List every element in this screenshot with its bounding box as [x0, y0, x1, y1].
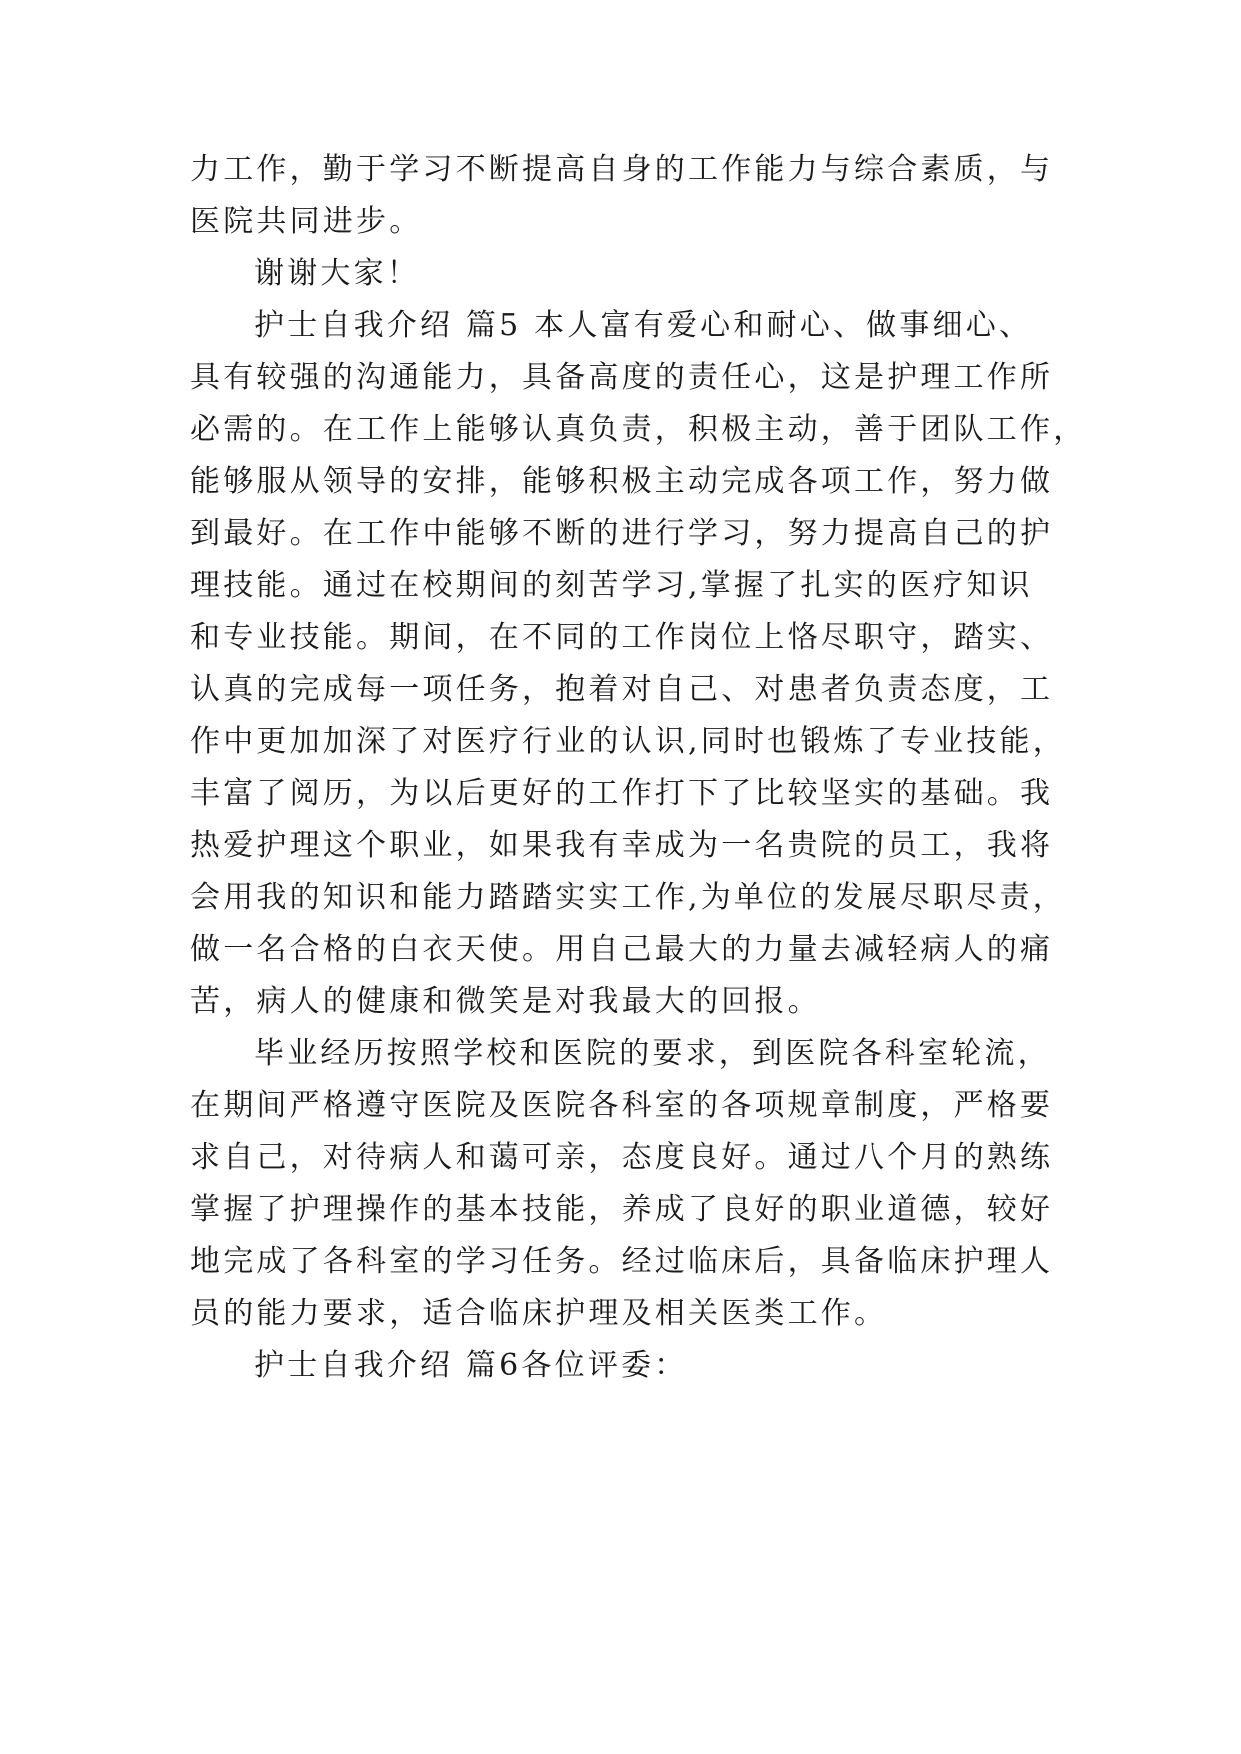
text-line: 具有较强的沟通能力，具备高度的责任心，这是护理工作所 [190, 360, 1054, 395]
section-heading-line: 护士自我介绍 篇6各位评委： [254, 1348, 688, 1383]
text-line: 员的能力要求，适合临床护理及相关医类工作。 [190, 1296, 888, 1331]
text-line: 求自己，对待病人和蔼可亲，态度良好。通过八个月的熟练 [190, 1140, 1054, 1175]
text-line: 能够服从领导的安排，能够积极主动完成各项工作，努力做 [190, 464, 1054, 499]
text-line: 在期间严格遵守医院及医院各科室的各项规章制度，严格要 [190, 1088, 1054, 1123]
text-line: 和专业技能。期间，在不同的工作岗位上恪尽职守，踏实、 [190, 620, 1054, 655]
text-line: 热爱护理这个职业，如果我有幸成为一名贵院的员工，我将 [190, 828, 1054, 863]
text-line: 力工作，勤于学习不断提高自身的工作能力与综合素质，与 [190, 152, 1054, 187]
text-line: 认真的完成每一项任务，抱着对自己、对患者负责态度，工 [190, 672, 1054, 707]
text-line: 到最好。在工作中能够不断的进行学习，努力提高自己的护 [190, 516, 1054, 551]
text-line: 理技能。通过在校期间的刻苦学习,掌握了扎实的医疗知识 [190, 568, 1033, 603]
text-line: 地完成了各科室的学习任务。经过临床后，具备临床护理人 [190, 1244, 1054, 1279]
text-line: 作中更加加深了对医疗行业的认识,同时也锻炼了专业技能， [190, 724, 1066, 759]
text-line: 苦，病人的健康和微笑是对我最大的回报。 [190, 984, 821, 1019]
text-line: 必需的。在工作上能够认真负责，积极主动，善于团队工作， [190, 412, 1087, 447]
text-line: 毕业经历按照学校和医院的要求，到医院各科室轮流， [254, 1036, 1051, 1071]
section-heading-line: 护士自我介绍 篇5 本人富有爱心和耐心、做事细心、 [254, 308, 1033, 343]
text-line: 医院共同进步。 [190, 204, 423, 239]
text-line: 丰富了阅历，为以后更好的工作打下了比较坚实的基础。我 [190, 776, 1054, 811]
text-line: 谢谢大家！ [254, 256, 420, 291]
text-line: 会用我的知识和能力踏踏实实工作,为单位的发展尽职尽责， [190, 880, 1066, 915]
text-line: 掌握了护理操作的基本技能，养成了良好的职业道德，较好 [190, 1192, 1054, 1227]
text-line: 做一名合格的白衣天使。用自己最大的力量去减轻病人的痛 [190, 932, 1054, 967]
